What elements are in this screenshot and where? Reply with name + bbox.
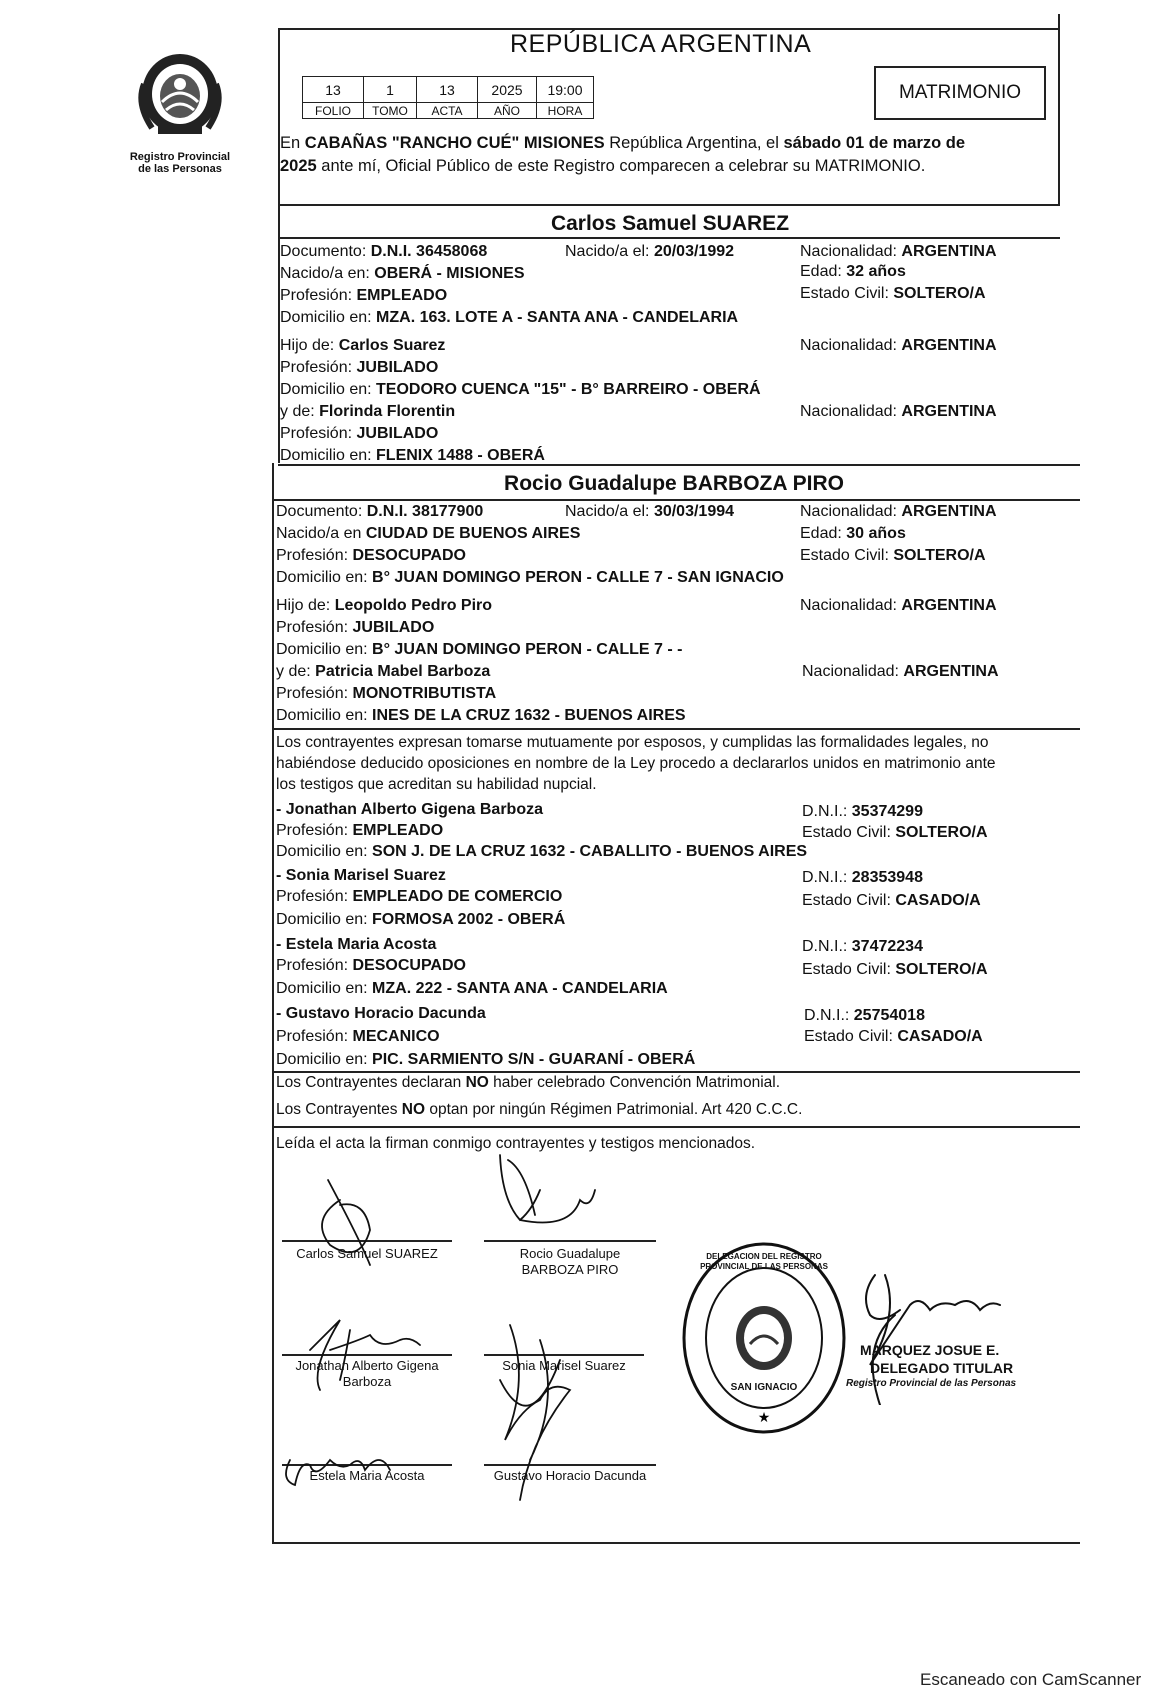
spouse2-birthplace: CIUDAD DE BUENOS AIRES [365,525,581,542]
closing-divider [272,1126,1080,1128]
signature-spouse1 [322,1180,370,1265]
ceremony-date: sábado 01 de marzo de [783,134,966,152]
signature-witness2 [500,1325,570,1500]
witness-2: - Sonia Marisel Suarez D.N.I.: 28353948 Profesión: EMPLEADO DE COMERCIO Estado Civil: CASADO/A Domicilio en: FORMOSA 2002 - OBERÁ [276,867,981,928]
spouse2-father: Leopoldo Pedro Piro [334,597,493,614]
folio-value: 13 [303,77,364,103]
witness-1-name: - Jonathan Alberto Gigena Barboza [276,801,543,818]
spouse1-block: Documento: D.N.I. 36458068 Nacido/a el: 20/03/1992 Nacionalidad: ARGENTINA Nacido/a en: OBERÁ - MISIONES Edad: 32 años Profesión: EMPLEADO Estado Civil: SOLTERO/A Domicilio en: MZA. 163. LOTE A - SANTA ANA - CANDELARIA Hijo de: Carlos Suarez Nacionalidad: ARGENTINA Profesión: JUBILADO Domicilio en: TEODORO CUENCA "15" - B° BARREIRO - OBERÁ y de: Florinda Florentin Nacionalidad: ARGENTINA Profesión: JUBILADO Domicilio en: FLENIX 1488 - OBERÁ [280,243,997,464]
stamp-city: SAN IGNACIO [730,1382,798,1393]
country-title: REPÚBLICA ARGENTINA [510,30,812,58]
logo-line2: de las Personas [138,163,222,175]
closing-text: Leída el acta la firman conmigo contrayentes y testigos mencionados. [276,1135,756,1152]
witness-1: - Jonathan Alberto Gigena Barboza D.N.I.: 35374299 Profesión: EMPLEADO Estado Civil: SOLTERO/A Domicilio en: SON J. DE LA CRUZ 1632 - CABALLITO - BUENOS AIRES [276,801,988,860]
sig-name-spouse1: Carlos Samuel SUAREZ [296,1246,438,1261]
spouse2-divider-top [278,464,1080,466]
witness-3: - Estela Maria Acosta D.N.I.: 37472234 Profesión: DESOCUPADO Estado Civil: SOLTERO/A Domicilio en: MZA. 222 - SANTA ANA - CANDELARIA [276,936,988,997]
tomo-value: 1 [364,77,417,103]
spouse1-address: MZA. 163. LOTE A - SANTA ANA - CANDELARIA [376,309,739,326]
spouse2-name: Rocio Guadalupe BARBOZA PIRO [504,472,844,495]
svg-text:★: ★ [757,1410,771,1426]
spouse1-divider-bottom [278,237,1060,239]
spouse2-dni: D.N.I. 38177900 [366,503,484,520]
spouse1-birthplace: OBERÁ - MISIONES [374,265,525,282]
spouse1-dni: D.N.I. 36458068 [370,243,488,260]
act-type-label: MATRIMONIO [898,82,1022,103]
signature-spouse2 [500,1155,595,1223]
sig-name-witness1: Jonathan Alberto Gigena Barboza [295,1358,439,1389]
declaration-divider [274,728,1080,730]
spouse1-age: 32 años [846,263,906,280]
spouse1-civil-status: SOLTERO/A [893,285,986,302]
officer-office: Registro Provincial de las Personas [846,1378,1017,1389]
provincial-seal-icon [130,44,230,140]
registry-logo-caption [120,151,240,175]
logo-line1: Registro Provincial [129,151,231,163]
spouse2-address: B° JUAN DOMINGO PERON - CALLE 7 - SAN IGNACIO [372,569,784,586]
frame-bottom [272,1542,1080,1544]
spouse2-nationality: ARGENTINA [901,503,997,520]
frame-right-top [1058,14,1060,204]
spouse2-profession: DESOCUPADO [352,547,466,564]
spouse2-age: 30 años [846,525,906,542]
signature-witness1 [310,1320,420,1390]
folio-label: FOLIO [303,103,364,119]
intro-line-2: 2025 ante mí, Oficial Público de este Registro comparecen a celebrar su MATRIMONIO. [280,157,926,175]
witness-2-name: - Sonia Marisel Suarez [276,867,446,884]
witness-list [276,800,1086,1072]
sig-name-spouse2: Rocio Guadalupe BARBOZA PIRO [519,1246,621,1277]
spouse1-birthdate: 20/03/1992 [653,243,735,260]
officer-title: DELEGADO TITULAR [870,1360,1014,1376]
ceremony-place: CABAÑAS "RANCHO CUÉ" MISIONES [304,134,605,152]
witness-3-name: - Estela Maria Acosta [276,936,437,953]
ano-label: AÑO [478,103,537,119]
spouse1-name: Carlos Samuel SUAREZ [550,212,790,235]
scanner-footer: Escaneado con CamScanner [920,1670,1142,1689]
declaration-text: Los contrayentes expresan tomarse mutuamente por esposos, y cumplidas las formalidades legales, no habiéndose deducido oposiciones en nombre de la Ley procedo a declararlos unidos en matrimonio ante los testigos que acreditan su habilidad nupcial. [276,734,996,793]
spouse1-father: Carlos Suarez [338,337,446,354]
spouse1-mother: Florinda Florentin [319,403,456,420]
witness-4: - Gustavo Horacio Dacunda D.N.I.: 25754018 Profesión: MECANICO Estado Civil: CASADO/A Domicilio en: PIC. SARMIENTO S/N - GUARANÍ - OBERÁ [276,1005,983,1068]
convention-line-1: Los Contrayentes declaran NO haber celebrado Convención Matrimonial. [276,1074,781,1091]
signature-witness3 [286,1460,390,1485]
sig-name-witness3: Estela Maria Acosta [309,1468,425,1483]
sig-name-witness4: Gustavo Horacio Dacunda [493,1468,647,1483]
spouse2-birthdate: 30/03/1994 [653,503,735,520]
spouse2-mother: Patricia Mabel Barboza [315,663,491,680]
registry-logo [130,44,230,175]
handwritten-signatures [270,1140,690,1530]
spouse2-civil-status: SOLTERO/A [893,547,986,564]
officer-name: MARQUEZ JOSUE E. [860,1342,1000,1358]
spouse1-profession: EMPLEADO [356,287,448,304]
register-table [302,76,594,119]
stamp-ring-text: DELEGACION DEL REGISTRO PROVINCIAL DE LAS PERSONAS [700,1252,828,1271]
convention-line-2: Los Contrayentes NO optan por ningún Régimen Patrimonial. Art 420 C.C.C. [276,1101,803,1118]
spouse2-block: Documento: D.N.I. 38177900 Nacido/a el: 30/03/1994 Nacionalidad: ARGENTINA Nacido/a en CIUDAD DE BUENOS AIRES Edad: 30 años Profesión: DESOCUPADO Estado Civil: SOLTERO/A Domicilio en: B° JUAN DOMINGO PERON - CALLE 7 - SAN IGNACIO Hijo de: Leopoldo Pedro Piro Nacionalidad: ARGENTINA Profesión: JUBILADO Domicilio en: B° JUAN DOMINGO PERON - CALLE 7 - - y de: Patricia Mabel Barboza Nacionalidad: ARGENTINA Profesión: MONOTRIBUTISTA Domicilio en: INES DE LA CRUZ 1632 - BUENOS AIRES [276,503,999,724]
ano-value: 2025 [478,77,537,103]
witness-4-name: - Gustavo Horacio Dacunda [276,1005,486,1022]
intro-line-1: En CABAÑAS "RANCHO CUÉ" MISIONES República Argentina, el sábado 01 de marzo de [280,134,966,152]
spouse1-nationality: ARGENTINA [901,243,997,260]
hora-value: 19:00 [537,77,594,103]
official-stamp [680,1240,848,1436]
spouse1-divider-top [278,204,1060,206]
acta-label: ACTA [417,103,478,119]
sig-name-witness2: Sonia Marisel Suarez [502,1358,626,1373]
spouse2-divider-bottom [274,499,1080,501]
acta-value: 13 [417,77,478,103]
tomo-label: TOMO [364,103,417,119]
hora-label: HORA [537,103,594,119]
